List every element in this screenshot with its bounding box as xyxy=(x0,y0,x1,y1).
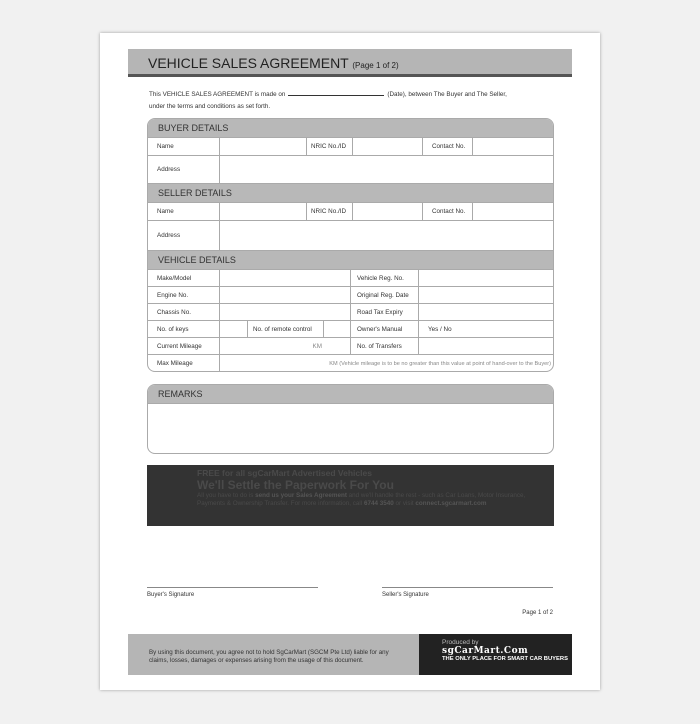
orig-reg-field[interactable] xyxy=(419,287,553,303)
label: Name xyxy=(148,203,220,220)
label: NRIC No./ID xyxy=(307,203,353,220)
label: Road Tax Expiry xyxy=(351,304,419,320)
make-field[interactable] xyxy=(220,270,351,286)
t: claims, losses, damages or expenses arising from the usage of this document. xyxy=(149,657,364,664)
banner-line2: We'll Settle the Paperwork For You xyxy=(197,478,394,492)
label: Contact No. xyxy=(423,203,473,220)
engine-field[interactable] xyxy=(220,287,351,303)
buyer-signature[interactable]: Buyer's Signature xyxy=(147,587,318,598)
label: Chassis No. xyxy=(148,304,220,320)
phone: 6744 3540 xyxy=(363,500,394,507)
transfers-field[interactable] xyxy=(419,338,553,354)
t: or visit xyxy=(393,500,416,507)
vehicle-header: VEHICLE DETAILS xyxy=(148,251,553,270)
label: Max Mileage xyxy=(148,355,220,372)
label: Make/Model xyxy=(148,270,220,286)
t: send us your Sales Agreement xyxy=(255,492,347,499)
vehicle-row xyxy=(148,287,553,304)
reg-field[interactable] xyxy=(419,270,553,286)
site-link[interactable]: connect.sgcarmart.com xyxy=(415,500,487,507)
page-title xyxy=(148,55,399,71)
seller-address-field[interactable] xyxy=(220,221,553,250)
seller-address-row xyxy=(148,221,553,251)
sgcarmart-logo: sgCarMart.Com xyxy=(442,646,529,656)
vehicle-row xyxy=(148,321,553,338)
buyer-header: BUYER DETAILS xyxy=(148,119,553,138)
remarks-field[interactable] xyxy=(148,404,553,454)
intro-text xyxy=(149,89,507,113)
manual-yes-no[interactable]: Yes / No xyxy=(428,325,452,333)
max-mileage-field[interactable]: KM (Vehicle mileage is to be no greater than this value at point of hand-over to the Buyer) xyxy=(329,360,551,367)
vehicle-row xyxy=(148,304,553,321)
intro-line2: under the terms and conditions as set forth. xyxy=(149,103,271,110)
chassis-field[interactable] xyxy=(220,304,351,320)
buyer-address-field[interactable] xyxy=(220,156,553,183)
km-unit: KM xyxy=(312,342,322,350)
buyer-name-row xyxy=(148,138,553,156)
label: Contact No. xyxy=(423,138,473,155)
keys-field[interactable] xyxy=(220,321,248,337)
label: Current Mileage xyxy=(148,338,220,354)
t: All you have to do is xyxy=(197,492,256,499)
label: Address xyxy=(148,221,220,250)
seller-name-row xyxy=(148,203,553,221)
buyer-nric-field[interactable] xyxy=(353,138,423,155)
vehicle-row xyxy=(148,270,553,287)
intro-part2: (Date), between The Buyer and The Seller, xyxy=(387,91,507,98)
produced-by: Produced by xyxy=(442,639,479,646)
t: By using this document, you agree not to hold SgCarMart (SGCM Pte Ltd) liable for any xyxy=(149,649,389,656)
intro-part1: This VEHICLE SALES AGREEMENT is made on xyxy=(149,91,286,98)
label: Name xyxy=(148,138,220,155)
remarks-header: REMARKS xyxy=(148,385,553,404)
remarks-box xyxy=(147,384,554,454)
banner-line1: FREE for all sgCarMart Advertised Vehicles xyxy=(197,468,372,478)
seller-name-field[interactable] xyxy=(220,203,307,220)
vehicle-row xyxy=(148,338,553,355)
seller-nric-field[interactable] xyxy=(353,203,423,220)
vehicle-row xyxy=(148,355,553,372)
disclaimer xyxy=(128,634,419,675)
label: NRIC No./ID xyxy=(307,138,353,155)
seller-signature[interactable]: Seller's Signature xyxy=(382,587,553,598)
footer xyxy=(128,634,572,675)
label: Address xyxy=(148,156,220,183)
brand-block xyxy=(419,634,572,675)
buyer-address-row xyxy=(148,156,553,184)
label: Vehicle Reg. No. xyxy=(351,270,419,286)
tagline: THE ONLY PLACE FOR SMART CAR BUYERS xyxy=(442,656,568,662)
details-form xyxy=(147,118,554,372)
current-mileage-field[interactable] xyxy=(220,338,351,354)
label: No. of remote control xyxy=(248,321,324,337)
promo-banner xyxy=(147,465,554,526)
banner-paragraph xyxy=(197,492,554,508)
label: No. of Transfers xyxy=(351,338,419,354)
date-field[interactable] xyxy=(288,89,384,96)
buyer-name-field[interactable] xyxy=(220,138,307,155)
t: and we'll handle the rest - such as Car Loans, Motor Insurance, Payments & Ownership Transfer. For more information, call xyxy=(197,492,526,507)
seller-header: SELLER DETAILS xyxy=(148,184,553,203)
seller-contact-field[interactable] xyxy=(473,203,553,220)
label: Original Reg. Date xyxy=(351,287,419,303)
label: Engine No. xyxy=(148,287,220,303)
page-note: (Page 1 of 2) xyxy=(352,61,399,70)
label: No. of keys xyxy=(148,321,220,337)
road-tax-field[interactable] xyxy=(419,304,553,320)
title-text: VEHICLE SALES AGREEMENT xyxy=(148,55,349,71)
label: Owner's Manual xyxy=(351,321,419,337)
title-bar xyxy=(128,49,572,77)
buyer-contact-field[interactable] xyxy=(473,138,553,155)
remote-field[interactable] xyxy=(324,321,351,337)
page-number: Page 1 of 2 xyxy=(522,610,553,616)
